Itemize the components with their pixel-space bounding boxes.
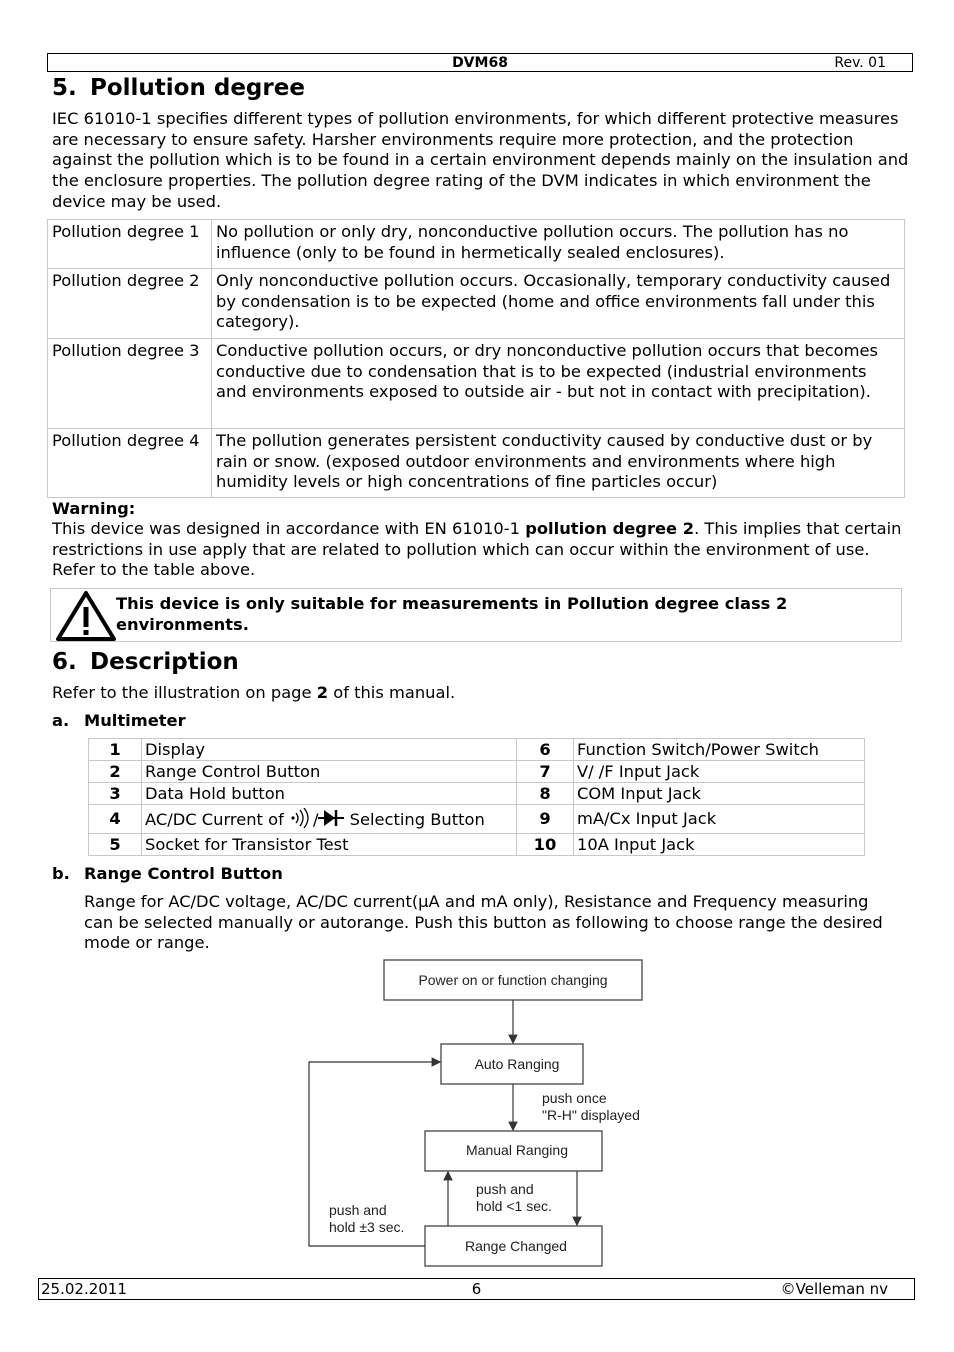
intro-text: of this manual.	[328, 683, 456, 702]
subsection-title: Multimeter	[84, 711, 186, 730]
range-description: Range for AC/DC voltage, AC/DC current(µA and mA only), Resistance and Frequency measuring can be selected manually or autorange. Push this button as following to choose range the desired mode or range.	[84, 892, 883, 953]
table-row	[48, 269, 905, 339]
footer-date: 25.02.2011	[41, 1280, 127, 1298]
pollution-degree-table	[47, 219, 905, 498]
description-intro	[52, 683, 912, 704]
table-row	[89, 739, 865, 761]
part-number: 4	[89, 805, 142, 834]
subsection-b-heading	[52, 864, 283, 883]
part-number: 10	[517, 834, 574, 856]
degree-description: Only nonconductive pollution occurs. Occasionally, temporary conductivity caused by condensation is to be expected (home and office environments fall under this category).	[212, 269, 905, 339]
subsection-letter: b.	[52, 864, 70, 883]
warning-triangle-icon	[55, 590, 117, 642]
subsection-a-heading	[52, 711, 186, 730]
part-name: COM Input Jack	[574, 783, 865, 805]
warning-text-part: This device was designed in accordance with EN 61010-1	[52, 519, 526, 538]
page-reference: 2	[316, 683, 329, 702]
flow-annotation: push and	[476, 1181, 534, 1197]
copyright: ©Velleman nv	[780, 1280, 888, 1298]
table-row	[89, 783, 865, 805]
range-flowchart	[300, 955, 660, 1273]
flow-box-label: Auto Ranging	[474, 1056, 560, 1072]
part-name	[142, 805, 517, 834]
warning-text	[52, 519, 912, 581]
diode-icon	[318, 808, 344, 828]
part-number: 2	[89, 761, 142, 783]
table-row	[48, 339, 905, 429]
flow-box-label: Manual Ranging	[466, 1142, 568, 1158]
part-name-text: AC/DC Current of	[145, 810, 289, 829]
page-footer	[38, 1278, 915, 1300]
section-number: 6.	[52, 649, 77, 675]
page-header	[47, 53, 913, 72]
part-name: V/ /F Input Jack	[574, 761, 865, 783]
degree-label: Pollution degree 1	[48, 220, 212, 269]
part-number: 8	[517, 783, 574, 805]
table-row	[48, 220, 905, 269]
flow-annotation: push once	[542, 1090, 607, 1106]
document-title: DVM68	[452, 55, 508, 71]
degree-label: Pollution degree 3	[48, 339, 212, 429]
table-row	[89, 805, 865, 834]
part-number: 7	[517, 761, 574, 783]
pollution-intro: IEC 61010-1 specifies different types of pollution environments, for which different protective measures are necessary to ensure safety. Harsher environments require more protection, and the protection against the pollution which is to be found in a certain environment depends mainly on the insulation and the enclosure properties. The pollution degree rating of the DVM indicates in which environment the device may be used.	[52, 109, 909, 211]
part-name: Function Switch/Power Switch	[574, 739, 865, 761]
section-6-heading	[52, 649, 239, 675]
part-name: Data Hold button	[142, 783, 517, 805]
section-number: 5.	[52, 75, 77, 101]
revision-label: Rev. 01	[834, 55, 886, 71]
degree-label: Pollution degree 2	[48, 269, 212, 339]
flow-annotation: hold <1 sec.	[476, 1198, 552, 1214]
part-number: 5	[89, 834, 142, 856]
warning-emphasis: pollution degree 2	[525, 519, 695, 538]
flow-annotation: "R-H" displayed	[542, 1107, 640, 1123]
part-name: Display	[142, 739, 517, 761]
section-title: Pollution degree	[90, 75, 305, 101]
part-number: 9	[517, 805, 574, 834]
part-name: Socket for Transistor Test	[142, 834, 517, 856]
subsection-title: Range Control Button	[84, 864, 283, 883]
degree-description: The pollution generates persistent conductivity caused by conductive dust or by rain or snow. (exposed outdoor environments and environments where high humidity levels or high concentrations of fine particles occur)	[212, 429, 905, 498]
intro-text: Refer to the illustration on page	[52, 683, 317, 702]
part-name: mA/Cx Input Jack	[574, 805, 865, 834]
section-title: Description	[90, 649, 239, 675]
warning-label: Warning:	[52, 499, 136, 518]
part-name-text: Selecting Button	[344, 810, 485, 829]
separator: /	[312, 810, 319, 829]
flow-box-label: Range Changed	[465, 1238, 567, 1254]
safety-notice-text: This device is only suitable for measurements in Pollution degree class 2 environments.	[116, 594, 788, 634]
multimeter-parts-table	[88, 738, 865, 856]
flow-box-label: Power on or function changing	[418, 972, 608, 988]
table-row	[48, 429, 905, 498]
flow-annotation: hold ±3 sec.	[329, 1219, 405, 1235]
subsection-letter: a.	[52, 711, 70, 730]
part-number: 6	[517, 739, 574, 761]
part-name: 10A Input Jack	[574, 834, 865, 856]
part-name: Range Control Button	[142, 761, 517, 783]
flow-annotation: push and	[329, 1202, 387, 1218]
buzzer-icon	[289, 808, 313, 828]
warning-text-part: . This implies that certain restrictions in use apply that are related to pollution which can occur within the environment of use. Refer to the table above.	[52, 519, 902, 580]
part-number: 3	[89, 783, 142, 805]
degree-label: Pollution degree 4	[48, 429, 212, 498]
table-row	[89, 761, 865, 783]
section-5-heading	[52, 75, 305, 101]
table-row	[89, 834, 865, 856]
degree-description: Conductive pollution occurs, or dry nonconductive pollution occurs that becomes conductive due to condensation that is to be expected (industrial environments and environments exposed to outside air - but not in contact with precipitation).	[212, 339, 905, 429]
part-number: 1	[89, 739, 142, 761]
degree-description: No pollution or only dry, nonconductive pollution occurs. The pollution has no influence (only to be found in hermetically sealed enclosures).	[212, 220, 905, 269]
page-number: 6	[471, 1280, 482, 1298]
safety-notice-box	[50, 588, 902, 642]
